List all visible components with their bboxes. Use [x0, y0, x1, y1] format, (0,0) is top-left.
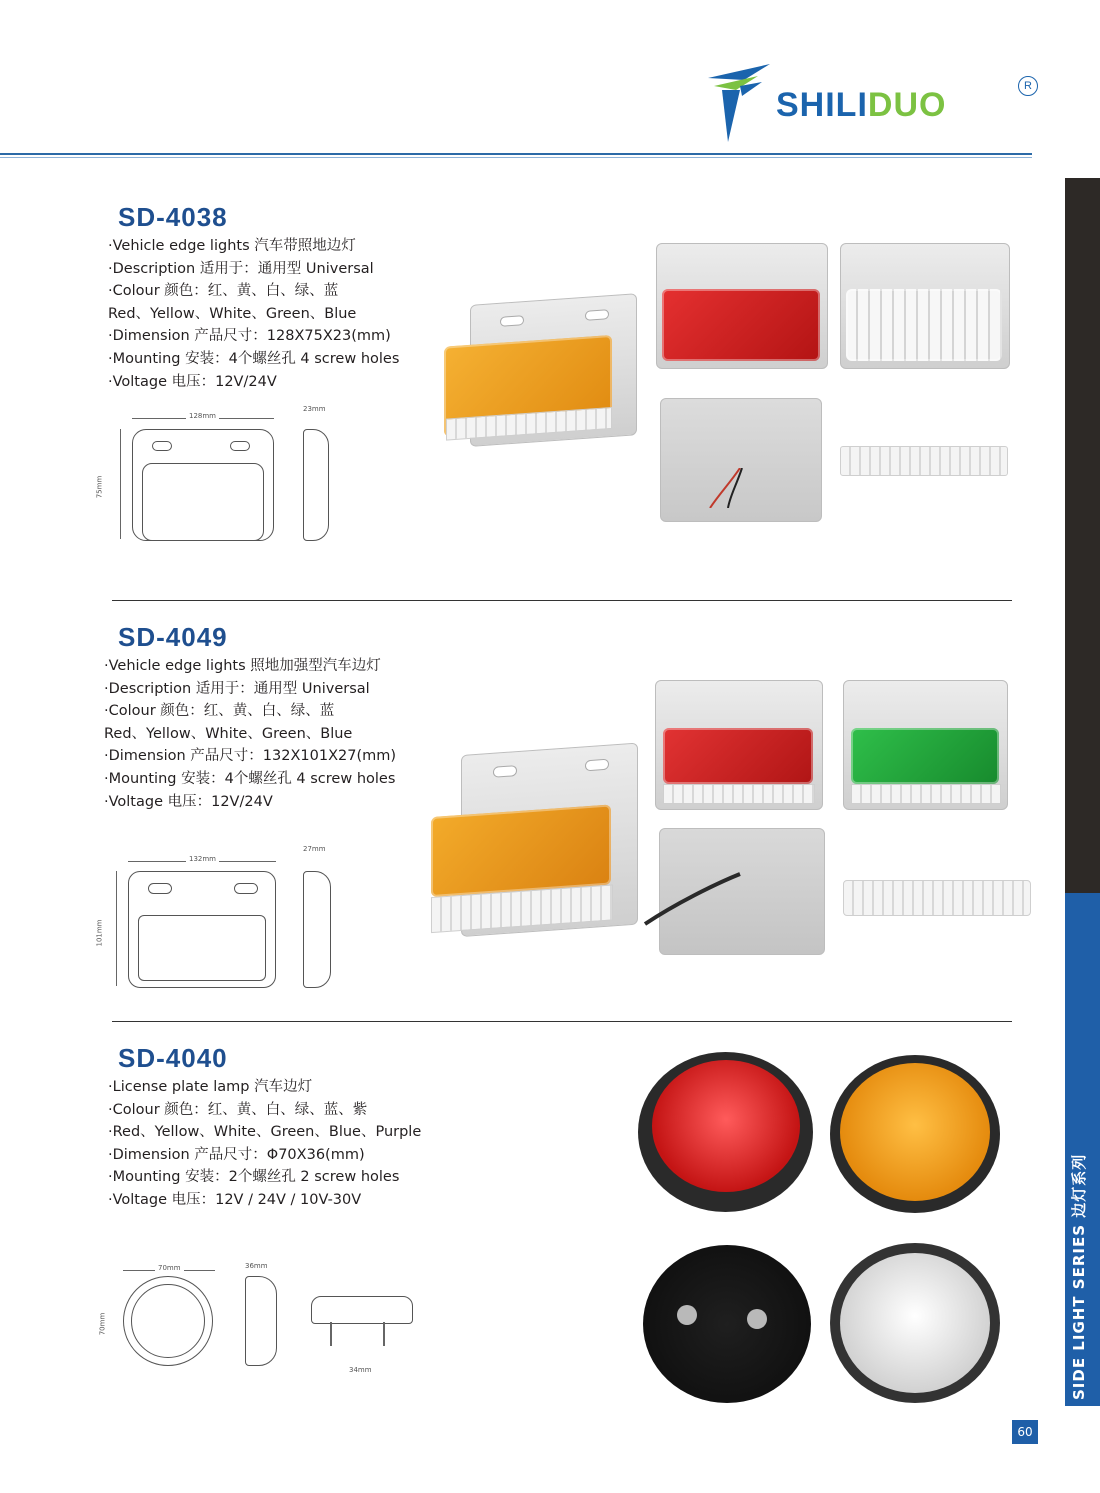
dimension-base-label: 34mm [349, 1366, 372, 1374]
dimension-height-label: 101mm [95, 919, 104, 947]
spec-line: ·Mounting 安装：4个螺丝孔 4 screw holes [108, 350, 400, 367]
registered-mark: R [1018, 76, 1038, 96]
product-photo-red [656, 243, 828, 368]
dimension-height-label: 70mm [98, 1312, 107, 1336]
product-photo-underside [840, 446, 1008, 482]
spec-line: ·Colour 颜色：红、黄、白、绿、蓝 [108, 283, 339, 300]
drawing-side-outline [245, 1276, 277, 1366]
side-series-label: SIDE LIGHT SERIES 边灯系列 [1070, 1153, 1088, 1400]
header-rule [0, 153, 1032, 155]
brand-name: SHILIDUO [776, 86, 947, 124]
dimension-depth-label: 23mm [303, 405, 326, 413]
brand-swoosh-icon [700, 56, 780, 146]
product-photo-back [655, 828, 825, 958]
spec-line: ·Mounting 安装：2个螺丝孔 2 screw holes [108, 1169, 400, 1186]
dimension-depth-label: 27mm [303, 845, 326, 853]
header-rule-thin [0, 157, 1032, 158]
product-specs [108, 235, 399, 393]
product-photo-red [655, 680, 823, 810]
spec-line: ·Dimension 产品尺寸：Φ70X36(mm) [108, 1146, 365, 1163]
spec-line: ·Colour 颜色：红、黄、白、绿、蓝、紫 [108, 1101, 368, 1118]
product-photo-back [660, 398, 825, 528]
side-bar-dark [1065, 178, 1100, 893]
spec-line: ·Description 适用于：通用型 Universal [108, 260, 374, 277]
product-specs [104, 655, 396, 813]
dimension-depth-label: 36mm [245, 1262, 268, 1270]
spec-line: Red、Yellow、White、Green、Blue [108, 305, 357, 322]
product-photo-underside [843, 878, 1033, 920]
drawing-side-outline [303, 871, 331, 988]
spec-line: ·Vehicle edge lights 照地加强型汽车边灯 [104, 658, 381, 674]
brand-logo [700, 56, 1040, 146]
dimension-width-label: 70mm [155, 1264, 184, 1272]
spec-line: ·Colour 颜色：红、黄、白、绿、蓝 [104, 703, 335, 720]
product-photo-green [843, 680, 1008, 810]
drawing-side-outline [303, 429, 329, 541]
spec-line: ·Mounting 安装：4个螺丝孔 4 screw holes [104, 770, 396, 787]
wire-icon [700, 468, 800, 508]
product-model-title: SD-4049 [118, 622, 228, 652]
product-photo-white [840, 243, 1010, 368]
spec-line: ·Voltage 电压：12V/24V [104, 793, 273, 810]
section-divider [112, 1021, 1012, 1022]
dimension-width-label: 132mm [186, 855, 219, 863]
spec-line: Red、Yellow、White、Green、Blue [104, 725, 353, 742]
spec-line: ·Dimension 产品尺寸：128X75X23(mm) [108, 328, 391, 345]
spec-line: ·License plate lamp 汽车边灯 [108, 1079, 313, 1095]
page-number: 60 [1012, 1420, 1038, 1444]
spec-line: ·Vehicle edge lights 汽车带照地边灯 [108, 238, 356, 254]
spec-line: ·Voltage 电压：12V / 24V / 10V-30V [108, 1191, 362, 1208]
section-divider [112, 600, 1012, 601]
dimension-width-label: 128mm [186, 412, 219, 420]
technical-drawing [98, 1262, 425, 1382]
technical-drawing [95, 405, 348, 545]
drawing-profile-outline [311, 1296, 413, 1324]
product-model-title: SD-4038 [118, 202, 228, 232]
technical-drawing [95, 845, 348, 990]
spec-line: ·Description 适用于：通用型 Universal [104, 680, 370, 697]
spec-line: ·Dimension 产品尺寸：132X101X27(mm) [104, 748, 397, 765]
product-photo-amber [425, 742, 640, 942]
wire-icon [635, 864, 745, 934]
product-model-title: SD-4040 [118, 1043, 228, 1073]
product-photo-back [643, 1245, 811, 1403]
product-photo-amber [830, 1055, 1000, 1213]
product-photo-amber [440, 293, 640, 457]
dimension-height-label: 75mm [95, 475, 104, 499]
spec-line: ·Voltage 电压：12V/24V [108, 373, 277, 390]
spec-line: ·Red、Yellow、White、Green、Blue、Purple [108, 1124, 422, 1141]
product-photo-red [638, 1052, 813, 1212]
product-photo-white [830, 1243, 1000, 1403]
product-specs [108, 1076, 421, 1212]
